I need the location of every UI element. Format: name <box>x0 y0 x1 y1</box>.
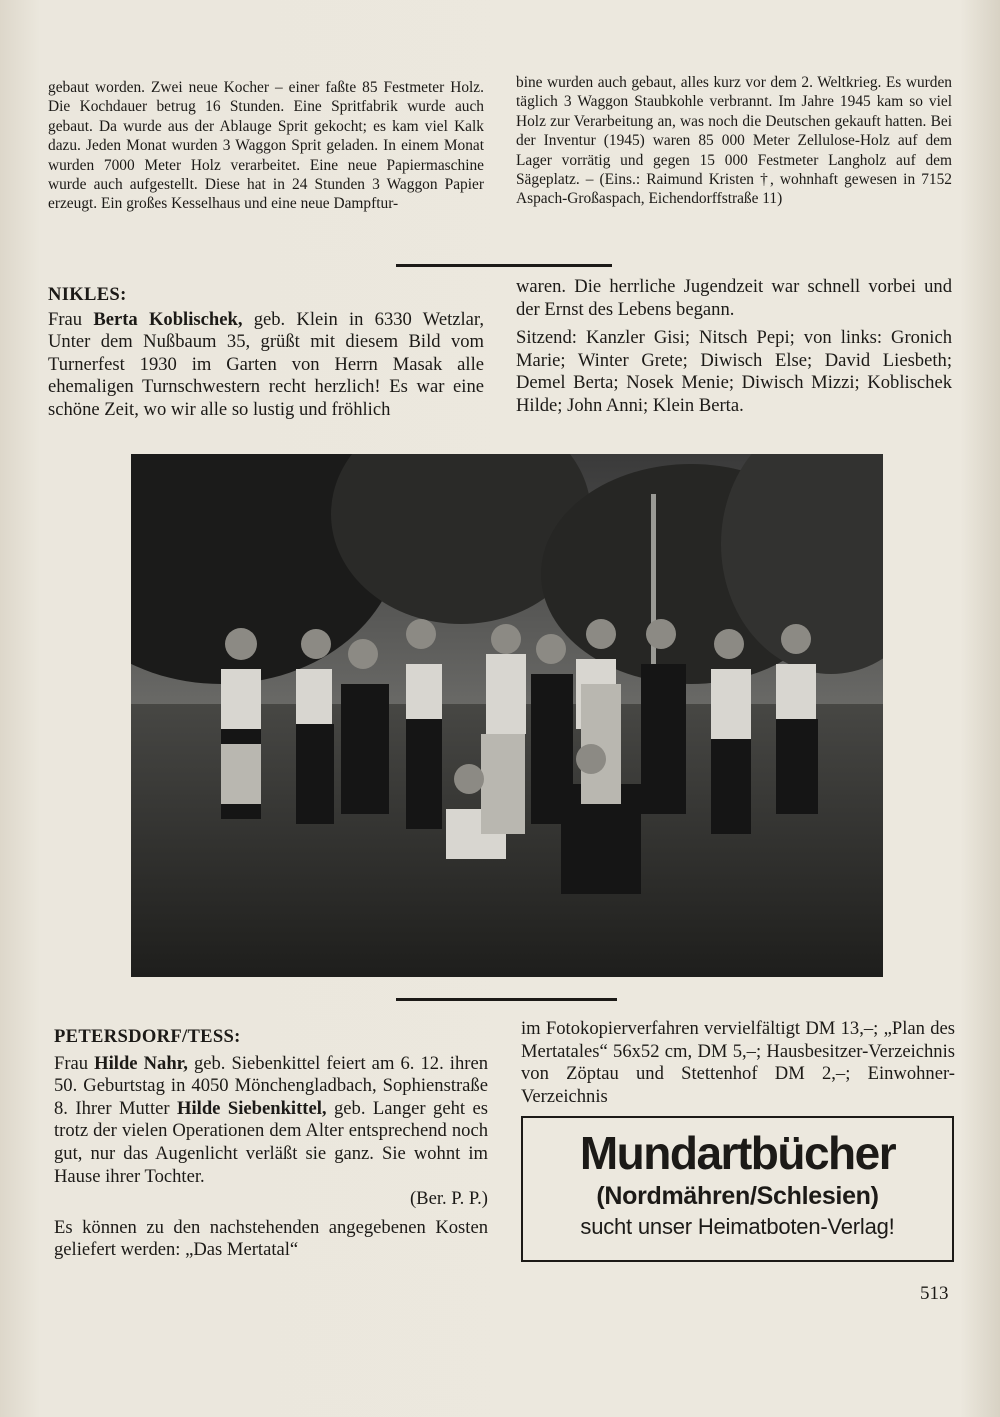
ad-title: Mundartbücher <box>579 1127 896 1179</box>
petersdorf-left-column <box>54 1026 488 1262</box>
top-right-column <box>516 73 952 209</box>
petersdorf-paragraph-2: Es können zu den nachstehenden angegebenen Kosten geliefert werden: „Das Mertatal“ <box>54 1216 488 1261</box>
nikles-text-1: Frau <box>48 308 94 330</box>
divider-top <box>396 264 612 267</box>
petersdorf-text-3: geb. Langer geht es trotz der vielen Operationen dem Alter entsprechend noch gut, nur das Augenlicht verläßt sie ganz. Sie wohnt im Hause ihrer Tochter. <box>54 1097 488 1187</box>
ad-subtitle: (Nordmähren/Schlesien) <box>596 1182 879 1210</box>
nikles-paragraph <box>48 309 484 422</box>
petersdorf-text-1: Frau <box>54 1052 95 1074</box>
petersdorf-text-2: geb. Siebenkittel feiert am 6. 12. ihren 50. Geburtstag in 4050 Mönchengladbach, Sophienstraße 8. Ihrer Mutter <box>54 1052 488 1119</box>
petersdorf-heading: PETERSDORF/TESS: <box>54 1026 241 1047</box>
top-left-column <box>48 78 484 214</box>
nikles-name: Berta Koblischek, <box>93 308 243 330</box>
petersdorf-paragraph <box>54 1053 488 1189</box>
divider-bottom <box>396 998 617 1001</box>
nikles-right-text: waren. Die herrliche Jugendzeit war schnell vorbei und der Ernst des Lebens begann. <box>516 276 952 320</box>
ad-text: sucht unser Heimatboten-Verlag! <box>580 1214 895 1239</box>
petersdorf-name-2: Hilde Siebenkittel, <box>177 1097 327 1119</box>
petersdorf-credit: (Ber. P. P.) <box>409 1188 488 1210</box>
top-left-text: gebaut worden. Zwei neue Kocher – einer faßte 85 Festmeter Holz. Die Kochdauer betrug 16 Stunden. Eine Spritfabrik wurde auch gebaut. Da wurde aus der Ablauge Sprit gekocht; es kam viel Kalk dazu. Jeden Monat wurden 3 Waggon Sprit geladen. In einem Monat wurden 7000 Meter Holz verarbeitet. Eine neue Papiermaschine wurde auch aufgestellt. Diese hat in 24 Stunden 3 Waggon Papier erzeugt. Ein großes Kesselhaus und eine neue Dampftur- <box>48 79 484 213</box>
nikles-right-column <box>516 276 952 418</box>
petersdorf-right-column <box>521 1018 955 1108</box>
petersdorf-name-1: Hilde Nahr, <box>94 1052 188 1074</box>
nikles-left-column <box>48 284 484 422</box>
page-number: 513 <box>920 1283 949 1304</box>
photo-caption: Sitzend: Kanzler Gisi; Nitsch Pepi; von links: Gronich Marie; Winter Grete; Diwisch Else; David Liesbeth; Demel Berta; Nosek Menie; Diwisch Mizzi; Koblischek Hilde; John Anni; Klein Berta. <box>516 327 952 416</box>
advertisement-box <box>521 1116 954 1262</box>
petersdorf-right-text: im Fotokopierverfahren vervielfältigt DM 13,–; „Plan des Mertatales“ 56x52 cm, DM 5,–; Hausbesitzer-Verzeichnis von Zöptau und Stettenhof DM 2,–; Einwohner-Verzeichnis <box>521 1018 955 1107</box>
group-photo <box>131 454 883 977</box>
top-right-text: bine wurden auch gebaut, alles kurz vor dem 2. Weltkrieg. Es wurden täglich 3 Waggon Staubkohle verbrannt. Im Jahre 1945 kam so viel Holz zur Verarbeitung an, was noch die Deutschen gekauft hatten. Bei der Inventur (1945) waren 85 000 Meter Zellulose-Holz auf dem Lager vorrätig und gegen 15 000 Festmeter Langholz auf dem Sägeplatz. – (Eins.: Raimund Kristen †, wohnhaft gewesen in 7152 Aspach-Großaspach, Eichendorffstraße 11) <box>516 74 952 208</box>
photo-image <box>131 454 883 977</box>
nikles-heading: NIKLES: <box>48 284 127 305</box>
nikles-text-2: geb. Klein in 6330 Wetzlar, Unter dem Nußbaum 35, grüßt mit diesem Bild vom Turnerfest 1930 im Garten von Herrn Masak alle ehemaligen Turnschwestern recht herzlich! Es war eine schöne Zeit, wo wir alle so lustig und fröhlich <box>48 308 484 420</box>
